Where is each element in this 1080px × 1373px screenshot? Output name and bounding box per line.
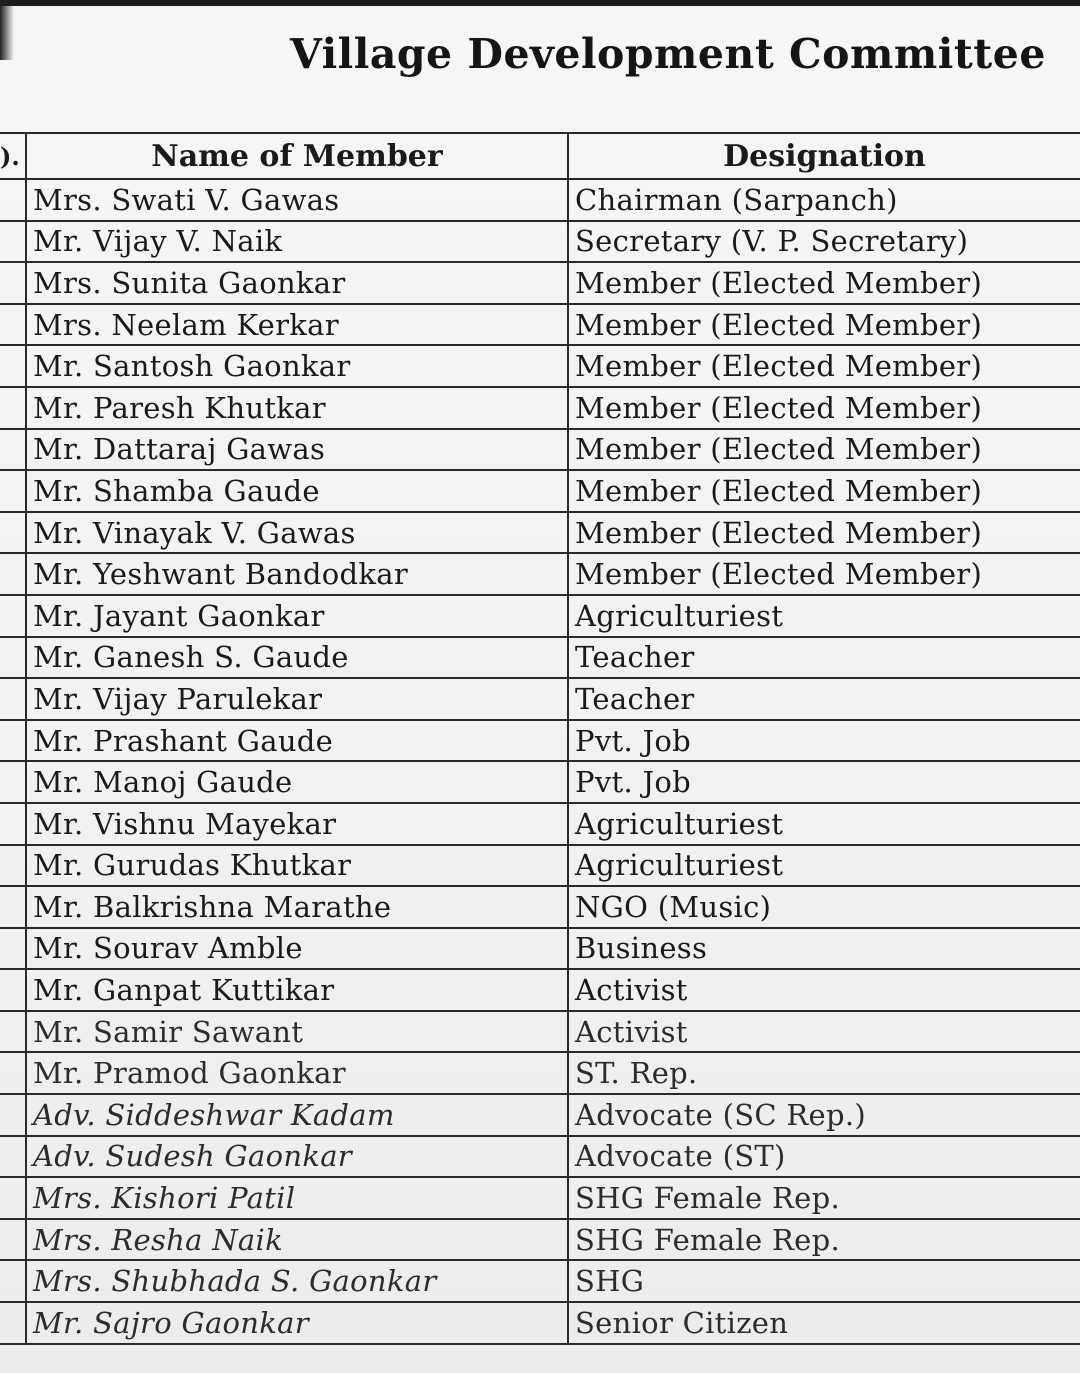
header-designation: Designation xyxy=(568,133,1080,179)
member-name-cell: Mr. Paresh Khutkar xyxy=(26,387,568,429)
table-row xyxy=(0,262,1080,304)
member-name-cell: Adv. Siddeshwar Kadam xyxy=(26,1094,568,1136)
designation-cell: Business xyxy=(568,928,1080,970)
serial-number-cell xyxy=(0,1177,26,1219)
serial-number-cell xyxy=(0,928,26,970)
serial-number-cell xyxy=(0,1094,26,1136)
table-row xyxy=(0,387,1080,429)
designation-cell: Teacher xyxy=(568,678,1080,720)
designation-cell: Activist xyxy=(568,1011,1080,1053)
serial-number-cell xyxy=(0,553,26,595)
designation-cell: SHG xyxy=(568,1260,1080,1302)
table-row xyxy=(0,928,1080,970)
table-row xyxy=(0,720,1080,762)
serial-number-cell xyxy=(0,262,26,304)
serial-number-cell xyxy=(0,345,26,387)
page-top-edge xyxy=(0,0,1080,6)
serial-number-cell xyxy=(0,221,26,263)
serial-number-cell xyxy=(0,761,26,803)
table-row xyxy=(0,470,1080,512)
table-row xyxy=(0,1052,1080,1094)
table-row xyxy=(0,845,1080,887)
serial-number-cell xyxy=(0,595,26,637)
table-row xyxy=(0,1094,1080,1136)
member-table xyxy=(0,132,1080,1345)
designation-cell: Advocate (ST) xyxy=(568,1136,1080,1178)
table-row xyxy=(0,1011,1080,1053)
designation-cell: Member (Elected Member) xyxy=(568,387,1080,429)
table-row xyxy=(0,1219,1080,1261)
designation-cell: Senior Citizen xyxy=(568,1302,1080,1344)
document-title: Village Development Committee xyxy=(290,30,1046,78)
member-name-cell: Mrs. Resha Naik xyxy=(26,1219,568,1261)
serial-number-cell xyxy=(0,678,26,720)
designation-cell: Pvt. Job xyxy=(568,720,1080,762)
table-row xyxy=(0,761,1080,803)
member-name-cell: Mr. Vijay Parulekar xyxy=(26,678,568,720)
member-name-cell: Mrs. Sunita Gaonkar xyxy=(26,262,568,304)
member-name-cell: Mr. Sajro Gaonkar xyxy=(26,1302,568,1344)
table-row xyxy=(0,678,1080,720)
designation-cell: Member (Elected Member) xyxy=(568,512,1080,554)
member-name-cell: Mr. Santosh Gaonkar xyxy=(26,345,568,387)
serial-number-cell xyxy=(0,1052,26,1094)
table-row xyxy=(0,637,1080,679)
member-name-cell: Mr. Pramod Gaonkar xyxy=(26,1052,568,1094)
member-name-cell: Mr. Vinayak V. Gawas xyxy=(26,512,568,554)
member-name-cell: Mr. Vijay V. Naik xyxy=(26,221,568,263)
designation-cell: Chairman (Sarpanch) xyxy=(568,179,1080,221)
serial-number-cell xyxy=(0,845,26,887)
designation-cell: SHG Female Rep. xyxy=(568,1219,1080,1261)
table-row xyxy=(0,595,1080,637)
serial-number-cell xyxy=(0,1011,26,1053)
designation-cell: Teacher xyxy=(568,637,1080,679)
designation-cell: Member (Elected Member) xyxy=(568,345,1080,387)
member-name-cell: Mr. Dattaraj Gawas xyxy=(26,429,568,471)
serial-number-cell xyxy=(0,720,26,762)
member-name-cell: Mr. Vishnu Mayekar xyxy=(26,803,568,845)
designation-cell: Agriculturiest xyxy=(568,803,1080,845)
serial-number-cell xyxy=(0,1302,26,1344)
table-row xyxy=(0,1302,1080,1344)
table-row xyxy=(0,1177,1080,1219)
member-name-cell: Mr. Prashant Gaude xyxy=(26,720,568,762)
designation-cell: Member (Elected Member) xyxy=(568,262,1080,304)
designation-cell: Agriculturiest xyxy=(568,845,1080,887)
member-name-cell: Mr. Shamba Gaude xyxy=(26,470,568,512)
serial-number-cell xyxy=(0,1219,26,1261)
member-table-body xyxy=(0,179,1080,1344)
serial-number-cell xyxy=(0,304,26,346)
designation-cell: Member (Elected Member) xyxy=(568,429,1080,471)
table-row xyxy=(0,179,1080,221)
table-row xyxy=(0,886,1080,928)
serial-number-cell xyxy=(0,637,26,679)
serial-number-cell xyxy=(0,429,26,471)
table-row xyxy=(0,512,1080,554)
serial-number-cell xyxy=(0,969,26,1011)
designation-cell: Secretary (V. P. Secretary) xyxy=(568,221,1080,263)
table-header-row xyxy=(0,133,1080,179)
serial-number-cell xyxy=(0,886,26,928)
member-name-cell: Mrs. Shubhada S. Gaonkar xyxy=(26,1260,568,1302)
table-row xyxy=(0,553,1080,595)
table-row xyxy=(0,221,1080,263)
serial-number-cell xyxy=(0,1260,26,1302)
member-table-container xyxy=(0,132,1080,1345)
serial-number-cell xyxy=(0,179,26,221)
table-row xyxy=(0,969,1080,1011)
page-corner-shadow xyxy=(0,0,14,60)
header-serial-number: ). xyxy=(0,133,26,179)
serial-number-cell xyxy=(0,803,26,845)
member-name-cell: Mr. Gurudas Khutkar xyxy=(26,845,568,887)
serial-number-cell xyxy=(0,470,26,512)
member-name-cell: Mr. Samir Sawant xyxy=(26,1011,568,1053)
member-name-cell: Mr. Manoj Gaude xyxy=(26,761,568,803)
table-row xyxy=(0,345,1080,387)
designation-cell: Advocate (SC Rep.) xyxy=(568,1094,1080,1136)
serial-number-cell xyxy=(0,512,26,554)
member-name-cell: Adv. Sudesh Gaonkar xyxy=(26,1136,568,1178)
member-name-cell: Mr. Sourav Amble xyxy=(26,928,568,970)
designation-cell: Agriculturiest xyxy=(568,595,1080,637)
serial-number-cell xyxy=(0,387,26,429)
serial-number-cell xyxy=(0,1136,26,1178)
member-name-cell: Mr. Ganpat Kuttikar xyxy=(26,969,568,1011)
designation-cell: Activist xyxy=(568,969,1080,1011)
member-name-cell: Mr. Yeshwant Bandodkar xyxy=(26,553,568,595)
designation-cell: SHG Female Rep. xyxy=(568,1177,1080,1219)
member-name-cell: Mr. Balkrishna Marathe xyxy=(26,886,568,928)
header-name-of-member: Name of Member xyxy=(26,133,568,179)
member-name-cell: Mr. Ganesh S. Gaude xyxy=(26,637,568,679)
table-row xyxy=(0,1136,1080,1178)
member-name-cell: Mrs. Neelam Kerkar xyxy=(26,304,568,346)
designation-cell: Member (Elected Member) xyxy=(568,470,1080,512)
member-name-cell: Mr. Jayant Gaonkar xyxy=(26,595,568,637)
designation-cell: Pvt. Job xyxy=(568,761,1080,803)
designation-cell: Member (Elected Member) xyxy=(568,553,1080,595)
member-name-cell: Mrs. Swati V. Gawas xyxy=(26,179,568,221)
designation-cell: Member (Elected Member) xyxy=(568,304,1080,346)
table-row xyxy=(0,304,1080,346)
member-name-cell: Mrs. Kishori Patil xyxy=(26,1177,568,1219)
designation-cell: NGO (Music) xyxy=(568,886,1080,928)
table-row xyxy=(0,429,1080,471)
table-row xyxy=(0,1260,1080,1302)
table-row xyxy=(0,803,1080,845)
designation-cell: ST. Rep. xyxy=(568,1052,1080,1094)
